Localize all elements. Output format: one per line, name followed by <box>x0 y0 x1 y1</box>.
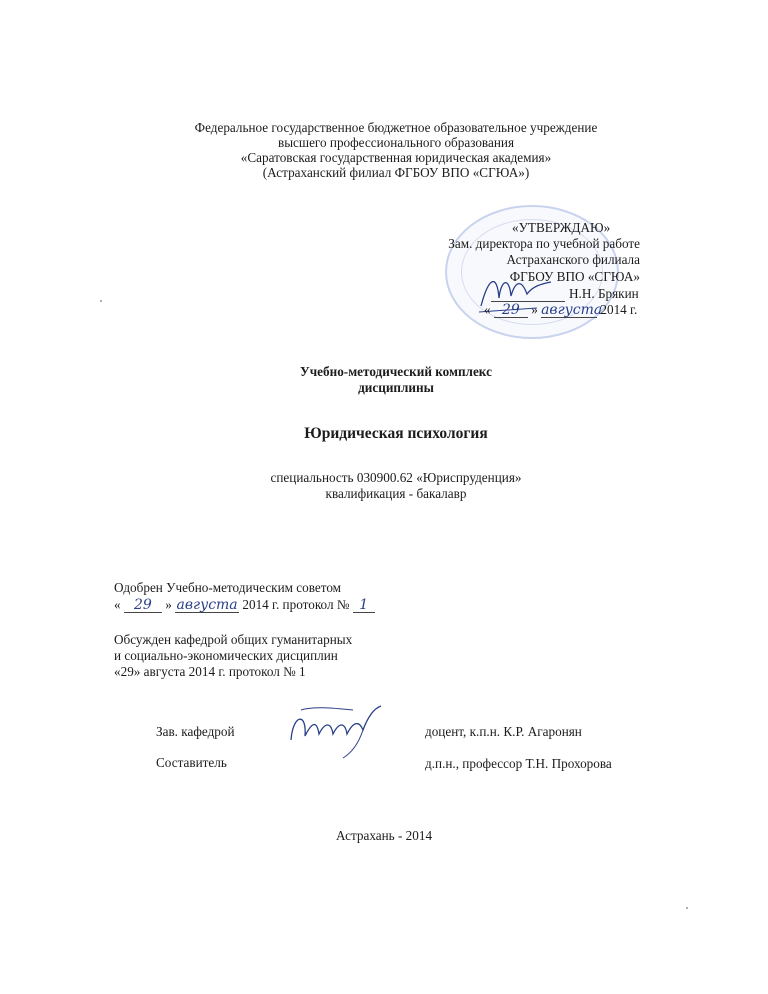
head-name: доцент, к.п.н. К.Р. Агаронян <box>425 724 582 739</box>
institution-name: Федеральное государственное бюджетное образовательное учреждение <box>194 120 598 135</box>
council-open-quote: « <box>114 597 121 612</box>
discipline-name: Юридическая психология <box>304 425 488 442</box>
council-month: августа <box>176 597 238 613</box>
author-name: д.п.н., профессор Т.Н. Прохорова <box>425 756 612 771</box>
council-day: 29 <box>124 598 162 613</box>
author-label: Составитель <box>156 755 227 770</box>
approval-month: августа <box>541 302 603 318</box>
council-approval: Одобрен Учебно-методическим советом <box>114 580 342 595</box>
approval-day: 29 <box>494 303 528 318</box>
head-signature <box>283 700 388 760</box>
council-protocol: 2014 г. протокол № <box>242 597 350 612</box>
head-label: Зав. кафедрой <box>156 724 235 739</box>
approval-year: 2014 г. <box>600 302 638 317</box>
approval-date <box>484 302 637 318</box>
scan-speck <box>686 907 688 909</box>
approval-position: Зам. директора по учебной работе <box>448 236 640 251</box>
complex-title: Учебно-методический комплекс <box>300 364 492 379</box>
branch-name: (Астраханский филиал ФГБОУ ВПО «СГЮА») <box>262 165 530 180</box>
complex-subtitle: дисциплины <box>358 380 434 395</box>
city-year: Астрахань - 2014 <box>335 828 433 843</box>
department-line-2: и социально-экономических дисциплин <box>114 648 338 663</box>
department-date: «29» августа 2014 г. протокол № 1 <box>114 664 306 679</box>
department-line-1: Обсужден кафедрой общих гуманитарных <box>114 632 353 647</box>
approval-open-quote: « <box>484 302 491 317</box>
council-protocol-number: 1 <box>353 598 375 613</box>
approver-name: Н.Н. Брякин <box>569 286 639 301</box>
council-date <box>114 597 375 613</box>
scan-speck <box>100 300 102 302</box>
approval-branch: Астраханского филиала <box>506 252 640 267</box>
council-close-quote: » <box>165 597 172 612</box>
institution-level: высшего профессионального образования <box>277 135 515 150</box>
academy-name: «Саратовская государственная юридическая академия» <box>240 150 552 165</box>
qualification: квалификация - бакалавр <box>325 486 467 501</box>
approval-close-quote: » <box>531 302 538 317</box>
specialty: специальность 030900.62 «Юриспруденция» <box>270 470 522 485</box>
approval-title: «УТВЕРЖДАЮ» <box>512 220 611 235</box>
approval-institution: ФГБОУ ВПО «СГЮА» <box>509 269 640 284</box>
